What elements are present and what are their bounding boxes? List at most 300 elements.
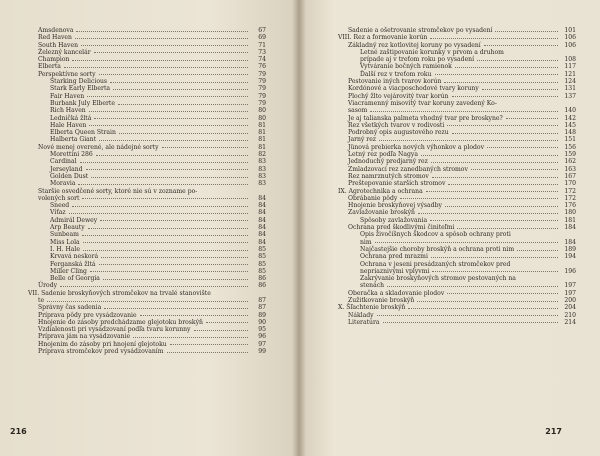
toc-entry-page: 79 — [258, 99, 266, 107]
toc-leader-dots — [60, 286, 248, 287]
toc-entry-title: Preštepovanie starších stromov — [348, 180, 446, 188]
toc-leader-dots — [432, 177, 558, 178]
toc-entry — [28, 209, 266, 216]
toc-leader-dots — [418, 213, 558, 214]
toc-entry-page: 84 — [258, 209, 266, 217]
toc-entry-title: Víťaz — [50, 209, 66, 217]
toc-entry-title: Nové menej overené, ale nádejné sorty — [38, 143, 159, 151]
toc-entry — [28, 129, 266, 136]
toc-entry — [28, 261, 266, 268]
toc-entry-title: prípade aj v treťom roku po vysadení — [360, 56, 475, 64]
toc-entry-title: Fair Haven — [50, 92, 85, 100]
toc-leader-dots — [83, 242, 248, 243]
toc-entry-title: Jerseyland — [50, 165, 83, 173]
toc-entry-title: Miller Cling — [50, 267, 87, 275]
toc-leader-dots — [119, 133, 248, 134]
toc-entry — [338, 261, 576, 268]
toc-entry-title: Hnojenim do zásoby pri hnojení glejotoku — [38, 340, 167, 348]
toc-entry-page: 84 — [258, 238, 266, 246]
toc-entry-title: VIII. Rez a formovanie korún — [338, 34, 428, 42]
toc-leader-dots — [431, 162, 558, 163]
toc-leader-dots — [101, 257, 248, 258]
toc-entry-title: stenách — [360, 282, 385, 290]
toc-entry — [28, 290, 266, 297]
toc-entry — [338, 224, 576, 231]
toc-entry-page: 140 — [564, 107, 576, 115]
toc-entry — [338, 180, 576, 187]
toc-entry — [28, 275, 266, 282]
toc-entry — [338, 217, 576, 224]
toc-entry-page: 67 — [258, 27, 266, 34]
toc-entry — [28, 304, 266, 311]
toc-leader-dots — [89, 125, 248, 126]
toc-entry-page: 83 — [258, 165, 266, 173]
toc-entry — [338, 34, 576, 41]
toc-entry — [338, 195, 576, 202]
toc-leader-dots — [94, 118, 248, 119]
toc-entry-page: 80 — [258, 107, 266, 115]
toc-entry — [28, 348, 266, 355]
toc-entry-title: Vytváranie bočných ramienok — [360, 63, 452, 71]
toc-leader-dots — [104, 308, 248, 309]
toc-entry-title: Sunbeam — [50, 231, 79, 239]
toc-entry — [338, 107, 576, 114]
toc-entry-title: Stark Early Elberta — [50, 85, 111, 93]
toc-entry-title: X. Šľachtenie broskýň — [338, 304, 406, 312]
toc-leader-dots — [457, 228, 558, 229]
toc-entry-title: Halberta Giant — [50, 136, 97, 144]
toc-entry-page: 81 — [258, 136, 266, 144]
toc-leader-dots — [140, 315, 248, 316]
toc-entry-page: 73 — [258, 48, 266, 56]
toc-entry — [28, 231, 266, 238]
toc-entry — [338, 115, 576, 122]
toc-entry — [338, 209, 576, 216]
toc-leader-dots — [118, 104, 248, 105]
toc-entry-page: 79 — [258, 78, 266, 86]
right-toc — [338, 27, 576, 326]
toc-entry-page: 85 — [258, 267, 266, 275]
toc-entry-page: 84 — [258, 224, 266, 232]
toc-entry-page: 180 — [564, 209, 576, 217]
toc-leader-dots — [80, 162, 248, 163]
toc-entry-page: 81 — [258, 143, 266, 151]
toc-entry — [338, 304, 576, 311]
toc-entry-title: Burbank July Elberte — [50, 99, 115, 107]
toc-entry — [28, 63, 266, 70]
toc-entry — [28, 85, 266, 92]
toc-entry — [28, 224, 266, 231]
toc-entry — [28, 115, 266, 122]
toc-entry-page: 108 — [564, 56, 576, 64]
toc-entry-title: Ochrana v jeseni presádzaných stromčekov pred — [360, 260, 511, 268]
right-page — [298, 0, 600, 456]
toc-entry-page: 71 — [258, 41, 266, 49]
toc-entry — [338, 56, 576, 63]
toc-entry-page: 85 — [258, 260, 266, 268]
book-gutter — [292, 0, 306, 456]
toc-entry-title: Ochrana pred škodlivými činiteľmi — [348, 224, 455, 232]
toc-entry — [28, 144, 266, 151]
toc-leader-dots — [90, 271, 248, 272]
toc-entry-title: Elberta — [38, 63, 61, 71]
toc-entry-title: Príprava stromčekov pred vysádzovaním — [38, 348, 164, 356]
toc-entry-title: Miss Lola — [50, 238, 80, 246]
toc-leader-dots — [113, 89, 248, 90]
toc-entry — [338, 246, 576, 253]
toc-entry-title: Viacramenný misovitý tvar koruny zavedený Ko- — [348, 99, 497, 107]
toc-entry-page: 197 — [564, 289, 576, 297]
toc-entry-title: Zmladzovací rez zanedbaných stromov — [348, 165, 468, 173]
toc-entry — [28, 166, 266, 173]
toc-leader-dots — [82, 235, 248, 236]
toc-leader-dots — [482, 89, 558, 90]
toc-entry — [28, 217, 266, 224]
toc-entry-title: Jünová prebierka nových výhonkov a plodov — [348, 143, 485, 151]
toc-leader-dots — [495, 31, 558, 32]
toc-entry — [28, 107, 266, 114]
toc-leader-dots — [452, 133, 558, 134]
toc-entry — [28, 158, 266, 165]
toc-entry-title: Jarný rez — [348, 136, 377, 144]
toc-entry — [338, 282, 576, 289]
toc-entry — [338, 312, 576, 319]
toc-entry-title: Vzdialenosti pri vysádzovaní podľa tvaru korunny — [38, 326, 191, 334]
toc-entry-title: Zužitkovanie broskýň — [348, 296, 415, 304]
toc-entry — [338, 100, 576, 107]
toc-leader-dots — [72, 206, 248, 207]
toc-entry-page: 84 — [258, 194, 266, 202]
toc-entry-title: Starking Delicious — [50, 78, 108, 86]
toc-entry-page: 82 — [258, 151, 266, 159]
toc-entry — [338, 188, 576, 195]
toc-entry-page: 184 — [564, 238, 576, 246]
toc-entry — [28, 312, 266, 319]
toc-entry-page: 156 — [564, 143, 576, 151]
toc-leader-dots — [64, 67, 248, 68]
toc-entry-page: 121 — [564, 70, 576, 78]
toc-leader-dots — [375, 242, 558, 243]
toc-entry — [338, 63, 576, 70]
toc-entry-title: Plochý žlto vejárovitý tvar korún — [348, 92, 449, 100]
toc-leader-dots — [94, 52, 248, 53]
toc-leader-dots — [76, 31, 248, 32]
toc-entry-page: 197 — [564, 282, 576, 290]
toc-entry-title: Sadenie a ošetrovanie stromčekov po vysadení — [348, 27, 493, 34]
toc-entry-title: Zavlažovanie broskýň — [348, 209, 415, 217]
toc-entry-page: 145 — [564, 121, 576, 129]
right-page-number: 217 — [545, 427, 562, 436]
toc-entry-title: Champion — [38, 56, 70, 64]
toc-leader-dots — [99, 140, 248, 141]
toc-entry-page: 194 — [564, 253, 576, 261]
toc-entry — [28, 297, 266, 304]
toc-entry-title: Obrábanie pôdy — [348, 194, 398, 202]
toc-entry-title: Belle of Georgia — [50, 275, 100, 283]
toc-leader-dots — [487, 147, 558, 148]
toc-entry-page: 101 — [564, 27, 576, 34]
toc-entry — [338, 71, 576, 78]
toc-entry-title: te — [38, 296, 45, 304]
toc-entry-title: Oberačka a skladovanie plodov — [348, 289, 445, 297]
toc-leader-dots — [100, 220, 248, 221]
toc-leader-dots — [471, 169, 558, 170]
toc-entry-page: 79 — [258, 92, 266, 100]
toc-entry-title: Cardinal — [50, 158, 77, 166]
toc-leader-dots — [81, 45, 248, 46]
toc-entry-page: 189 — [564, 245, 576, 253]
toc-leader-dots — [383, 322, 558, 323]
toc-entry-page: 99 — [258, 348, 266, 356]
toc-entry-title: Zakrývanie broskyňových stromov pestovaných na — [360, 275, 516, 283]
toc-leader-dots — [431, 257, 558, 258]
toc-entry-title: Rez namrznutých stromov — [348, 172, 429, 180]
toc-entry-page: 204 — [564, 304, 576, 312]
toc-entry — [28, 253, 266, 260]
toc-entry-page: 83 — [258, 172, 266, 180]
toc-entry-title: VII. Sadenie broskyňových stromčekov na trvalé stanovište — [28, 289, 211, 297]
toc-entry-title: Letný rez podľa Nagya — [348, 151, 419, 159]
toc-leader-dots — [103, 279, 248, 280]
toc-leader-dots — [447, 125, 558, 126]
left-toc — [28, 27, 266, 355]
toc-entry — [338, 231, 576, 238]
toc-entry-page: 84 — [258, 231, 266, 239]
toc-entry — [28, 180, 266, 187]
toc-entry — [338, 319, 576, 326]
toc-entry-title: Arp Beauty — [50, 224, 85, 232]
toc-entry-title: Ferganská žltá — [50, 260, 96, 268]
toc-entry-page: 159 — [564, 151, 576, 159]
toc-entry — [338, 129, 576, 136]
toc-entry-page: 142 — [564, 114, 576, 122]
toc-entry-page: 83 — [258, 180, 266, 188]
toc-entry — [28, 122, 266, 129]
toc-leader-dots — [408, 308, 558, 309]
toc-leader-dots — [370, 111, 558, 112]
toc-leader-dots — [430, 220, 558, 221]
toc-entry-title: Morettini 286 — [50, 151, 93, 159]
toc-leader-dots — [96, 155, 248, 156]
toc-entry — [338, 122, 576, 129]
toc-entry — [338, 275, 576, 282]
toc-entry — [338, 253, 576, 260]
toc-entry-title: Ledničká žltá — [50, 114, 92, 122]
toc-entry — [28, 136, 266, 143]
toc-entry — [28, 34, 266, 41]
toc-entry-title: Perspektívne sorty — [38, 70, 96, 78]
toc-leader-dots — [517, 250, 558, 251]
toc-leader-dots — [69, 213, 248, 214]
toc-entry-title: Železný kancelár — [38, 48, 91, 56]
toc-entry — [28, 151, 266, 158]
toc-leader-dots — [435, 74, 558, 75]
toc-entry-page: 214 — [564, 318, 576, 326]
toc-entry — [28, 268, 266, 275]
left-page-number: 216 — [10, 427, 27, 436]
toc-entry-page: 172 — [564, 194, 576, 202]
toc-leader-dots — [426, 191, 558, 192]
toc-leader-dots — [206, 322, 248, 323]
toc-entry-title: Red Haven — [38, 34, 72, 42]
toc-entry — [28, 319, 266, 326]
toc-leader-dots — [444, 82, 558, 83]
toc-entry — [28, 49, 266, 56]
toc-entry-title: South Haven — [38, 41, 78, 49]
toc-leader-dots — [133, 337, 248, 338]
toc-entry-title: Letné zaštipovanie korunky v prvom a druhom — [360, 48, 504, 56]
left-page — [0, 0, 298, 456]
toc-leader-dots — [455, 67, 558, 68]
toc-entry-title: Kordónové a viacposchodové tvary koruny — [348, 85, 479, 93]
toc-entry-title: Rez všetkých tvarov v rodivosti — [348, 121, 445, 129]
toc-entry-title: sasom — [348, 107, 368, 115]
toc-entry-title: nim — [360, 238, 372, 246]
toc-entry — [338, 93, 576, 100]
toc-leader-dots — [72, 60, 248, 61]
toc-entry-page: 210 — [564, 311, 576, 319]
toc-entry-page: 79 — [258, 70, 266, 78]
toc-entry-page: 85 — [258, 245, 266, 253]
toc-entry — [338, 239, 576, 246]
toc-entry — [338, 290, 576, 297]
toc-entry-page: 95 — [258, 326, 266, 334]
toc-entry — [28, 42, 266, 49]
toc-entry-page: 83 — [258, 158, 266, 166]
toc-leader-dots — [194, 330, 248, 331]
toc-entry — [28, 100, 266, 107]
toc-entry — [28, 188, 266, 195]
toc-entry — [338, 268, 576, 275]
toc-entry-page: 106 — [564, 34, 576, 42]
toc-entry — [338, 49, 576, 56]
toc-entry-page: 131 — [564, 85, 576, 93]
toc-entry-page: 69 — [258, 34, 266, 42]
toc-entry-title: Je aj talianska palmeta vhodný tvar pre broskyne? — [348, 114, 503, 122]
toc-entry — [338, 144, 576, 151]
toc-entry-title: Pestovanie iných tvarov korún — [348, 78, 442, 86]
toc-entry-page: 106 — [564, 41, 576, 49]
toc-entry-page: 163 — [564, 165, 576, 173]
toc-entry — [28, 246, 266, 253]
toc-leader-dots — [110, 82, 248, 83]
toc-entry-page: 196 — [564, 267, 576, 275]
toc-leader-dots — [421, 155, 558, 156]
toc-entry-title: Hale Haven — [50, 121, 87, 129]
toc-entry-title: Rich Haven — [50, 107, 86, 115]
toc-entry-title: nepriaznivými vplyvmi — [360, 267, 430, 275]
toc-entry-page: 81 — [258, 121, 266, 129]
toc-leader-dots — [448, 184, 558, 185]
toc-entry-page: 80 — [258, 114, 266, 122]
toc-leader-dots — [400, 198, 558, 199]
toc-entry-title: Najčastejšie choroby broskýň a ochrana proti nim — [360, 245, 515, 253]
toc-leader-dots — [387, 286, 558, 287]
toc-entry-title: Moravia — [50, 180, 76, 188]
toc-leader-dots — [377, 315, 558, 316]
toc-entry — [28, 326, 266, 333]
toc-entry — [338, 42, 576, 49]
toc-leader-dots — [162, 147, 248, 148]
toc-leader-dots — [82, 198, 248, 199]
toc-leader-dots — [75, 38, 248, 39]
toc-entry — [28, 56, 266, 63]
toc-entry-title: Jednoduchý predjarný rez — [348, 158, 428, 166]
toc-entry-title: IX. Agrotechnika a ochrana — [338, 187, 423, 195]
toc-entry-page: 86 — [258, 275, 266, 283]
toc-leader-dots — [506, 118, 558, 119]
toc-entry — [28, 78, 266, 85]
toc-entry-page: 148 — [564, 129, 576, 137]
toc-entry — [28, 333, 266, 340]
toc-entry-title: Amsdenova — [38, 27, 74, 34]
toc-entry-page: 137 — [564, 92, 576, 100]
toc-entry — [28, 71, 266, 78]
toc-entry-page: 84 — [258, 202, 266, 210]
toc-leader-dots — [379, 140, 558, 141]
toc-leader-dots — [170, 344, 248, 345]
toc-entry-title: volených sort — [38, 194, 80, 202]
toc-entry — [28, 341, 266, 348]
toc-entry-page: 87 — [258, 296, 266, 304]
toc-entry-page: 151 — [564, 136, 576, 144]
toc-entry-title: Elberta Queen Strain — [50, 129, 116, 137]
toc-entry-title: Príprava jám na vysádzovanie — [38, 333, 131, 341]
toc-leader-dots — [88, 228, 248, 229]
toc-entry-title: Hnojenie broskyňovej výsadby — [348, 202, 442, 210]
toc-leader-dots — [86, 169, 248, 170]
toc-entry-page: 87 — [258, 304, 266, 312]
toc-entry-title: Ďalší rez v treťom roku — [360, 70, 432, 78]
toc-entry-page: 86 — [258, 282, 266, 290]
toc-entry — [28, 27, 266, 34]
toc-entry-title: Náklady — [348, 311, 374, 319]
toc-entry-title: Literatúra — [348, 318, 380, 326]
toc-leader-dots — [99, 74, 248, 75]
toc-entry-page: 176 — [564, 202, 576, 210]
toc-entry-page: 162 — [564, 158, 576, 166]
toc-entry-page: 85 — [258, 253, 266, 261]
toc-entry — [338, 158, 576, 165]
toc-entry — [338, 136, 576, 143]
toc-entry — [28, 282, 266, 289]
toc-leader-dots — [87, 96, 248, 97]
toc-entry — [28, 93, 266, 100]
toc-leader-dots — [78, 184, 248, 185]
toc-entry — [338, 85, 576, 92]
toc-entry-title: Spôsoby zavlažovania — [360, 216, 428, 224]
toc-leader-dots — [432, 271, 558, 272]
toc-entry-page: 76 — [258, 63, 266, 71]
toc-entry-title: Krvavá neskorá — [50, 253, 99, 261]
toc-entry-page: 200 — [564, 296, 576, 304]
toc-leader-dots — [484, 45, 558, 46]
toc-leader-dots — [477, 60, 558, 61]
toc-entry — [338, 202, 576, 209]
toc-entry-page: 170 — [564, 180, 576, 188]
toc-entry — [338, 78, 576, 85]
toc-entry-page: 172 — [564, 187, 576, 195]
toc-entry-title: Úrody — [38, 282, 58, 290]
toc-entry-page: 96 — [258, 333, 266, 341]
toc-entry-title: Podrobný opis augustového rezu — [348, 129, 449, 137]
toc-leader-dots — [89, 111, 248, 112]
toc-entry-page: 74 — [258, 56, 266, 64]
toc-entry-title: Ochrana pred mrazmi — [360, 253, 428, 261]
toc-leader-dots — [417, 301, 558, 302]
toc-entry-title: Admirál Dewey — [50, 216, 98, 224]
toc-entry-title: Golden Dust — [50, 172, 89, 180]
